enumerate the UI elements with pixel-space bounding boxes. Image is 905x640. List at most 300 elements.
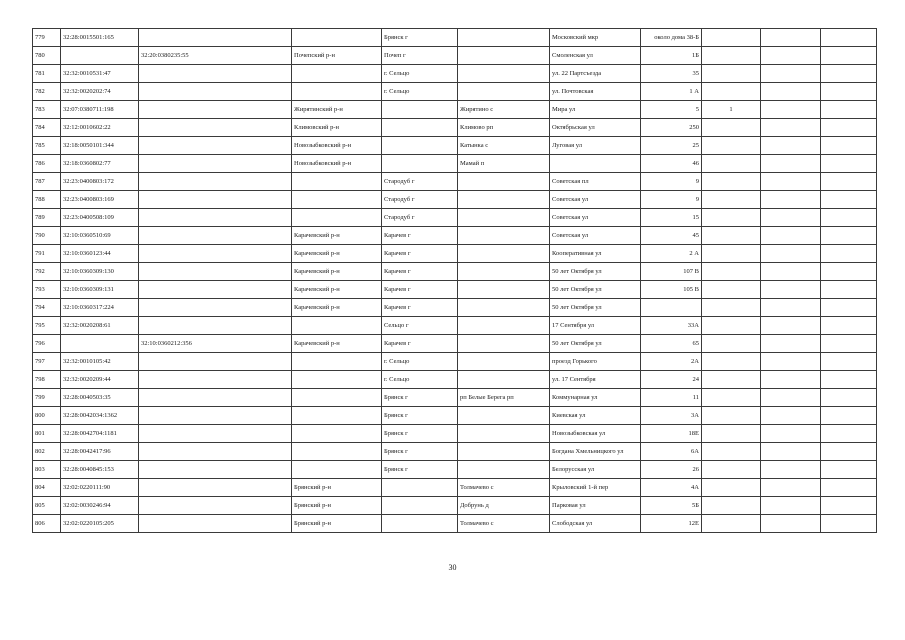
cadastral-number-cell: 32:18:0050101:344 [61,137,139,155]
cadastral-number-cell: 32:10:0360309:130 [61,263,139,281]
table-row [33,65,877,83]
extra-col-3-cell [821,65,877,83]
cadastral-number-cell: 32:32:0020208:61 [61,317,139,335]
extra-col-2-cell [761,335,821,353]
extra-col-2-cell [761,299,821,317]
house-number-cell: 9 [641,173,702,191]
cadastral-number-alt-cell [139,497,292,515]
city-cell: Почеп г [382,47,458,65]
house-number-cell: 33А [641,317,702,335]
city-cell: Брянск г [382,389,458,407]
extra-col-2-cell [761,155,821,173]
settlement-cell: Климово рп [458,119,550,137]
cadastral-number-cell: 32:02:0220111:90 [61,479,139,497]
district-cell [292,407,382,425]
cadastral-number-alt-cell [139,515,292,533]
extra-col-3-cell [821,281,877,299]
street-cell: Парковая ул [550,497,641,515]
city-cell [382,479,458,497]
extra-col-2-cell [761,101,821,119]
city-cell [382,119,458,137]
house-number-cell: 1 А [641,83,702,101]
house-number-cell: 3А [641,407,702,425]
table-row [33,47,877,65]
table-row [33,245,877,263]
extra-col-3-cell [821,299,877,317]
table-row [33,173,877,191]
city-cell: Карачев г [382,245,458,263]
cadastral-number-alt-cell [139,137,292,155]
cadastral-number-cell: 32:12:0010602:22 [61,119,139,137]
cadastral-number-cell: 32:10:0360317:224 [61,299,139,317]
house-number-cell: 107 В [641,263,702,281]
city-cell: Карачев г [382,335,458,353]
extra-col-3-cell [821,83,877,101]
house-number-cell: 11 [641,389,702,407]
row-number-cell: 787 [33,173,61,191]
settlement-cell [458,173,550,191]
table-row [33,101,877,119]
cadastral-number-alt-cell [139,65,292,83]
extra-col-1-cell [702,65,761,83]
extra-col-3-cell [821,263,877,281]
street-cell: Советская ул [550,209,641,227]
city-cell: Брянск г [382,29,458,47]
extra-col-1-cell [702,83,761,101]
cadastral-number-cell: 32:28:0042704:1181 [61,425,139,443]
district-cell: Брянский р-н [292,515,382,533]
extra-col-1-cell [702,353,761,371]
settlement-cell [458,443,550,461]
cadastral-number-cell: 32:32:0010531:47 [61,65,139,83]
cadastral-number-cell [61,335,139,353]
city-cell: Карачев г [382,281,458,299]
table-row [33,335,877,353]
cadastral-number-alt-cell [139,119,292,137]
district-cell: Карачевский р-н [292,281,382,299]
street-cell: 17 Сентября ул [550,317,641,335]
street-cell: проезд Горького [550,353,641,371]
extra-col-2-cell [761,227,821,245]
table-row [33,461,877,479]
house-number-cell: 15 [641,209,702,227]
table-row [33,227,877,245]
cadastral-number-cell: 32:28:0040845:153 [61,461,139,479]
row-number-cell: 806 [33,515,61,533]
city-cell: Стародуб г [382,191,458,209]
cadastral-number-alt-cell [139,371,292,389]
cadastral-number-alt-cell [139,443,292,461]
city-cell: г. Сельцо [382,83,458,101]
row-number-cell: 795 [33,317,61,335]
cadastral-number-alt-cell [139,461,292,479]
table-row [33,137,877,155]
street-cell: Белорусская ул [550,461,641,479]
extra-col-2-cell [761,83,821,101]
district-cell: Брянский р-н [292,497,382,515]
settlement-cell [458,263,550,281]
row-number-cell: 791 [33,245,61,263]
district-cell [292,425,382,443]
cadastral-number-cell: 32:32:0020209:44 [61,371,139,389]
city-cell: Брянск г [382,461,458,479]
city-cell: Карачев г [382,227,458,245]
city-cell: Брянск г [382,425,458,443]
settlement-cell: Катынка с [458,137,550,155]
extra-col-2-cell [761,137,821,155]
cadastral-number-alt-cell: 32:10:0360212:356 [139,335,292,353]
row-number-cell: 800 [33,407,61,425]
settlement-cell [458,65,550,83]
extra-col-1-cell [702,155,761,173]
extra-col-1-cell: 1 [702,101,761,119]
city-cell [382,137,458,155]
district-cell: Жирятинский р-н [292,101,382,119]
row-number-cell: 798 [33,371,61,389]
settlement-cell [458,227,550,245]
extra-col-2-cell [761,245,821,263]
cadastral-number-alt-cell [139,227,292,245]
extra-col-3-cell [821,209,877,227]
extra-col-2-cell [761,191,821,209]
house-number-cell: 25 [641,137,702,155]
city-cell [382,101,458,119]
street-cell: Советская пл [550,173,641,191]
settlement-cell [458,299,550,317]
cadastral-number-alt-cell [139,29,292,47]
row-number-cell: 779 [33,29,61,47]
extra-col-3-cell [821,173,877,191]
district-cell [292,317,382,335]
cadastral-number-alt-cell [139,407,292,425]
extra-col-2-cell [761,209,821,227]
extra-col-3-cell [821,443,877,461]
house-number-cell: 46 [641,155,702,173]
house-number-cell: 65 [641,335,702,353]
extra-col-3-cell [821,497,877,515]
cadastral-number-alt-cell: 32:20:0380235:55 [139,47,292,65]
street-cell: 50 лет Октября ул [550,335,641,353]
settlement-cell [458,47,550,65]
settlement-cell [458,83,550,101]
extra-col-2-cell [761,371,821,389]
extra-col-2-cell [761,65,821,83]
street-cell: Мира ул [550,101,641,119]
extra-col-2-cell [761,173,821,191]
cadastral-number-cell: 32:32:0010105:42 [61,353,139,371]
row-number-cell: 792 [33,263,61,281]
row-number-cell: 794 [33,299,61,317]
extra-col-1-cell [702,389,761,407]
extra-col-3-cell [821,479,877,497]
district-cell: Карачевский р-н [292,335,382,353]
extra-col-2-cell [761,407,821,425]
row-number-cell: 801 [33,425,61,443]
extra-col-1-cell [702,479,761,497]
city-cell [382,155,458,173]
house-number-cell: 6А [641,443,702,461]
house-number-cell: 24 [641,371,702,389]
cadastral-number-alt-cell [139,245,292,263]
table-row [33,497,877,515]
extra-col-2-cell [761,353,821,371]
cadastral-number-cell: 32:28:0040503:35 [61,389,139,407]
extra-col-1-cell [702,335,761,353]
extra-col-3-cell [821,119,877,137]
extra-col-1-cell [702,29,761,47]
street-cell: Луговая ул [550,137,641,155]
settlement-cell [458,353,550,371]
table-row [33,479,877,497]
cadastral-number-alt-cell [139,155,292,173]
street-cell [550,155,641,173]
city-cell: Брянск г [382,407,458,425]
cadastral-number-alt-cell [139,101,292,119]
house-number-cell: 26 [641,461,702,479]
extra-col-3-cell [821,515,877,533]
registry-table [32,28,877,533]
table-row [33,29,877,47]
extra-col-1-cell [702,281,761,299]
street-cell: Советская ул [550,227,641,245]
row-number-cell: 802 [33,443,61,461]
street-cell: 50 лет Октября ул [550,299,641,317]
extra-col-1-cell [702,317,761,335]
extra-col-3-cell [821,317,877,335]
settlement-cell [458,335,550,353]
extra-col-2-cell [761,497,821,515]
row-number-cell: 786 [33,155,61,173]
extra-col-1-cell [702,209,761,227]
row-number-cell: 804 [33,479,61,497]
district-cell [292,353,382,371]
row-number-cell: 796 [33,335,61,353]
extra-col-1-cell [702,515,761,533]
street-cell: Слободская ул [550,515,641,533]
row-number-cell: 783 [33,101,61,119]
table-row [33,155,877,173]
extra-col-1-cell [702,173,761,191]
cadastral-number-cell: 32:23:0400803:172 [61,173,139,191]
cadastral-number-cell: 32:02:0220105:205 [61,515,139,533]
settlement-cell [458,209,550,227]
house-number-cell: 12Е [641,515,702,533]
extra-col-3-cell [821,245,877,263]
extra-col-3-cell [821,191,877,209]
table-row [33,443,877,461]
city-cell: Брянск г [382,443,458,461]
extra-col-2-cell [761,479,821,497]
extra-col-2-cell [761,119,821,137]
settlement-cell [458,317,550,335]
table-row [33,281,877,299]
cadastral-number-cell: 32:10:0360510:69 [61,227,139,245]
house-number-cell: 5 [641,101,702,119]
cadastral-number-cell: 32:10:0360309:131 [61,281,139,299]
cadastral-number-cell: 32:23:0400508:109 [61,209,139,227]
page-number: 30 [448,563,457,572]
street-cell: Октябрьская ул [550,119,641,137]
extra-col-3-cell [821,29,877,47]
extra-col-2-cell [761,281,821,299]
extra-col-1-cell [702,443,761,461]
table-row [33,119,877,137]
district-cell [292,65,382,83]
city-cell: г. Сельцо [382,353,458,371]
extra-col-3-cell [821,101,877,119]
cadastral-number-cell: 32:28:0015501:165 [61,29,139,47]
settlement-cell: Жирятино с [458,101,550,119]
row-number-cell: 793 [33,281,61,299]
table-row [33,317,877,335]
row-number-cell: 780 [33,47,61,65]
cadastral-number-cell: 32:18:0360802:77 [61,155,139,173]
cadastral-number-cell: 32:28:0042034:1362 [61,407,139,425]
cadastral-number-cell: 32:10:0360123:44 [61,245,139,263]
row-number-cell: 788 [33,191,61,209]
extra-col-3-cell [821,353,877,371]
city-cell: Карачев г [382,263,458,281]
district-cell: Новозыбковский р-н [292,155,382,173]
extra-col-1-cell [702,119,761,137]
city-cell: г. Сельцо [382,65,458,83]
settlement-cell: Мамай п [458,155,550,173]
extra-col-3-cell [821,47,877,65]
street-cell: Смоленская ул [550,47,641,65]
city-cell: Стародуб г [382,173,458,191]
district-cell: Почепский р-н [292,47,382,65]
settlement-cell [458,425,550,443]
extra-col-1-cell [702,191,761,209]
row-number-cell: 782 [33,83,61,101]
row-number-cell: 803 [33,461,61,479]
settlement-cell: Толмачево с [458,515,550,533]
row-number-cell: 790 [33,227,61,245]
row-number-cell: 797 [33,353,61,371]
house-number-cell: 35 [641,65,702,83]
row-number-cell: 785 [33,137,61,155]
cadastral-number-alt-cell [139,173,292,191]
settlement-cell [458,407,550,425]
district-cell [292,461,382,479]
extra-col-1-cell [702,245,761,263]
house-number-cell: 2А [641,353,702,371]
settlement-cell [458,29,550,47]
cadastral-number-alt-cell [139,479,292,497]
cadastral-number-alt-cell [139,191,292,209]
row-number-cell: 781 [33,65,61,83]
extra-col-3-cell [821,137,877,155]
settlement-cell: Толмачево с [458,479,550,497]
street-cell: Коммунарная ул [550,389,641,407]
house-number-cell: 4А [641,479,702,497]
extra-col-2-cell [761,443,821,461]
extra-col-1-cell [702,425,761,443]
cadastral-number-alt-cell [139,389,292,407]
table-row [33,209,877,227]
extra-col-2-cell [761,263,821,281]
street-cell: Кооперативная ул [550,245,641,263]
extra-col-3-cell [821,371,877,389]
table-row [33,515,877,533]
house-number-cell: 105 В [641,281,702,299]
cadastral-number-alt-cell [139,281,292,299]
house-number-cell: 9 [641,191,702,209]
extra-col-2-cell [761,389,821,407]
district-cell [292,209,382,227]
extra-col-1-cell [702,299,761,317]
house-number-cell: 250 [641,119,702,137]
extra-col-2-cell [761,461,821,479]
street-cell: Богдана Хмельницкого ул [550,443,641,461]
extra-col-1-cell [702,407,761,425]
cadastral-number-alt-cell [139,299,292,317]
row-number-cell: 789 [33,209,61,227]
cadastral-number-cell: 32:07:0380711:198 [61,101,139,119]
city-cell [382,497,458,515]
district-cell: Карачевский р-н [292,245,382,263]
table-row [33,425,877,443]
extra-col-2-cell [761,29,821,47]
street-cell: ул. Почтовская [550,83,641,101]
house-number-cell: 5Б [641,497,702,515]
settlement-cell: рп Белые Берега рп [458,389,550,407]
extra-col-1-cell [702,47,761,65]
extra-col-2-cell [761,425,821,443]
extra-col-3-cell [821,425,877,443]
street-cell: Советская ул [550,191,641,209]
house-number-cell: 18Е [641,425,702,443]
district-cell: Карачевский р-н [292,263,382,281]
cadastral-number-cell [61,47,139,65]
city-cell: Сельцо г [382,317,458,335]
house-number-cell: около дома 38-Б [641,29,702,47]
district-cell: Новозыбковский р-н [292,137,382,155]
street-cell: Новозыбковская ул [550,425,641,443]
table-row [33,299,877,317]
street-cell: ул. 17 Сентября [550,371,641,389]
table-row [33,353,877,371]
house-number-cell [641,299,702,317]
district-cell [292,83,382,101]
district-cell: Брянский р-н [292,479,382,497]
city-cell [382,515,458,533]
settlement-cell: Добрунь д [458,497,550,515]
district-cell: Карачевский р-н [292,299,382,317]
row-number-cell: 784 [33,119,61,137]
house-number-cell: 45 [641,227,702,245]
table-row [33,389,877,407]
table-row [33,407,877,425]
extra-col-2-cell [761,317,821,335]
extra-col-1-cell [702,497,761,515]
cadastral-number-alt-cell [139,317,292,335]
street-cell: Московский мкр [550,29,641,47]
settlement-cell [458,245,550,263]
extra-col-3-cell [821,461,877,479]
cadastral-number-alt-cell [139,83,292,101]
extra-col-2-cell [761,47,821,65]
table-row [33,371,877,389]
table-row [33,83,877,101]
district-cell [292,191,382,209]
city-cell: г. Сельцо [382,371,458,389]
cadastral-number-alt-cell [139,425,292,443]
cadastral-number-cell: 32:28:0042417:96 [61,443,139,461]
extra-col-1-cell [702,263,761,281]
cadastral-number-cell: 32:23:0400803:169 [61,191,139,209]
street-cell: 50 лет Октября ул [550,281,641,299]
